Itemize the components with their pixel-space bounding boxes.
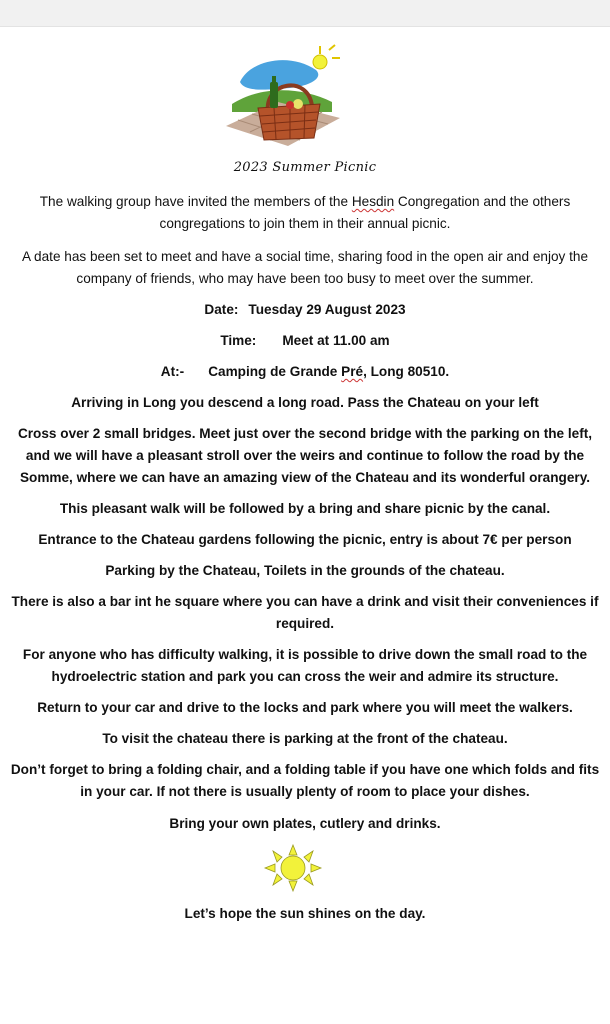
date-value: Tuesday 29 August 2023 bbox=[248, 302, 406, 317]
intro-text: The walking group have invited the members of the bbox=[39, 194, 352, 209]
intro-text: Congregation and the others congregations to join them in their annual picnic. bbox=[159, 194, 571, 231]
chair-paragraph: Don’t forget to bring a folding chair, and a folding table if you have one which folds and fits in your car. If not there is usually plenty of room to place your dishes. bbox=[10, 762, 600, 799]
document-title: 2023 Summer Picnic bbox=[233, 160, 377, 175]
intro-paragraph-1 bbox=[10, 191, 600, 235]
walk-paragraph: This pleasant walk will be followed by a bring and share picnic by the canal. bbox=[59, 501, 551, 516]
parking-paragraph: Parking by the Chateau, Toilets in the grounds of the chateau. bbox=[105, 563, 505, 578]
visit-paragraph: To visit the chateau there is parking at the front of the chateau. bbox=[102, 731, 508, 746]
spellcheck-word: Hesdin bbox=[351, 194, 395, 209]
date-line bbox=[10, 299, 600, 321]
picnic-basket-icon bbox=[220, 42, 345, 152]
directions-paragraph-1: Arriving in Long you descend a long road. Pass the Chateau on your left bbox=[71, 395, 539, 410]
location-line bbox=[10, 361, 600, 383]
entrance-paragraph: Entrance to the Chateau gardens following the picnic, entry is about 7€ per person bbox=[38, 532, 572, 547]
intro-paragraph-2: A date has been set to meet and have a social time, sharing food in the open air and enjoy the company of friends, who may have been too busy to meet over the summer. bbox=[21, 249, 589, 286]
location-label: At:- bbox=[160, 364, 185, 379]
spellcheck-word: Pré bbox=[341, 364, 364, 379]
time-value: Meet at 11.00 am bbox=[282, 333, 390, 348]
plates-paragraph: Bring your own plates, cutlery and drinks. bbox=[169, 816, 441, 831]
difficulty-paragraph: For anyone who has difficulty walking, it is possible to drive down the small road to the hydroelectric station and park you can cross the weir and admire its structure. bbox=[22, 647, 588, 684]
location-value: , Long 80510. bbox=[363, 364, 450, 379]
bar-paragraph: There is also a bar int he square where you can have a drink and visit their conveniences if required. bbox=[11, 594, 599, 631]
time-label: Time: bbox=[220, 333, 257, 348]
directions-paragraph-2: Cross over 2 small bridges. Meet just over the second bridge with the parking on the left, and we will have a pleasant stroll over the weirs and continue to follow the road by the Somme, where we can have an amazing view of the Chateau and its wonderful orangery. bbox=[17, 426, 593, 485]
time-line bbox=[10, 330, 600, 352]
sun-icon bbox=[263, 843, 323, 893]
location-value: Camping de Grande bbox=[208, 364, 342, 379]
return-paragraph: Return to your car and drive to the locks and park where you will meet the walkers. bbox=[37, 700, 573, 715]
closing-paragraph: Let’s hope the sun shines on the day. bbox=[184, 906, 426, 921]
top-bar bbox=[0, 0, 610, 27]
date-label: Date: bbox=[204, 302, 239, 317]
